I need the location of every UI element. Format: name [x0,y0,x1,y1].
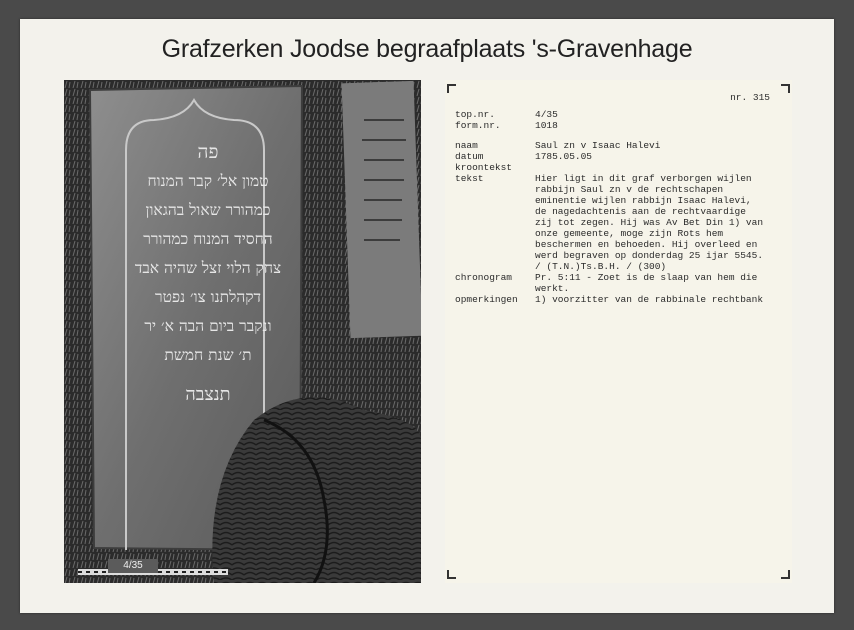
second-gravestone [342,81,421,338]
record-fields [455,109,785,305]
field-value: 1018 [535,120,558,131]
field-row [455,162,785,173]
record-number: nr. 315 [730,92,770,103]
field-value: 4/35 [535,109,558,120]
field-key: datum [455,151,484,162]
field-key: kroontekst [455,162,513,173]
field-value: 1785.05.05 [535,151,593,162]
inscription-text [128,138,288,409]
field-key: top.nr. [455,109,495,120]
corner-mark [781,84,790,93]
field-value: Pr. 5:11 - Zoet is de slaap van hem die werkt. [535,272,758,294]
field-row [455,109,785,120]
corner-mark [447,570,456,579]
field-key: opmerkingen [455,294,518,305]
inscription-line: החסיד המנוח כמהורר [143,230,273,248]
inscription-line: כמהורר שאול בהגאון [145,201,271,219]
inscription-line: ונקבר ביום הבה א׳ יר [144,317,272,335]
field-key: chronogram [455,272,513,283]
field-row [455,173,785,272]
field-row [455,151,785,162]
corner-mark [781,570,790,579]
corner-mark [447,84,456,93]
field-value: Saul zn v Isaac Halevi [535,140,661,151]
field-row [455,272,785,294]
inscription-line: ת׳ שנת חמשת [164,346,252,364]
field-row [455,294,785,305]
field-key: naam [455,140,478,151]
record-sheet [445,80,792,583]
inscription-line: דקהלתנו צו׳ נפטר [154,288,262,306]
inscription-line: טמון אל׳ קבר המנוח [147,172,269,190]
field-value: 1) voorzitter van de rabbinale rechtbank [535,294,764,305]
field-value [535,162,785,173]
catalog-card [20,19,834,613]
field-key: tekst [455,173,484,184]
inscription-line: צחק הלוי זצל שהיה אבד [134,259,282,277]
field-row [455,120,785,131]
gravestone-photo [64,80,421,583]
inscription-line: תנצבה [185,384,231,405]
field-row [455,140,785,151]
page-title: Grafzerken Joodse begraafplaats 's-Gravenhage [161,35,693,63]
inscription-line: פה [197,141,219,163]
photo-number-tag: 4/35 [108,559,158,573]
field-key: form.nr. [455,120,501,131]
field-value: Hier ligt in dit graf verborgen wijlen rabbijn Saul zn v de rechtschapen eminentie wijlen rabbijn Isaac Halevi, de nagedachtenis aan de rechtvaardige zij tot zegen. Hij was Av Bet Din 1) van onze gemeente, moge zijn Rots hem beschermen en behoeden. Hij overleed en werd begraven op donderdag 25 ijar 5545. / (T.N.)Ts.B.H. / (300) [535,173,764,272]
